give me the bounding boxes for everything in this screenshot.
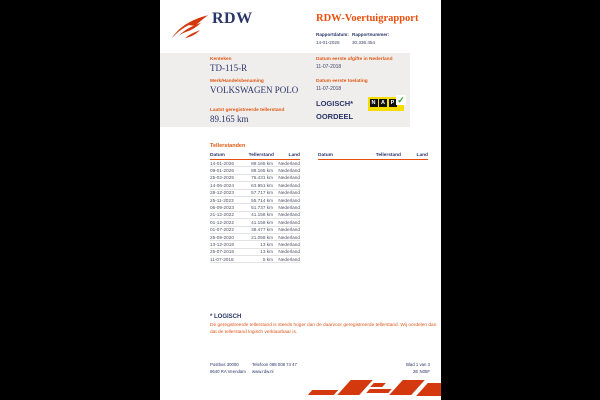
cell-tellerstand: 89.165 km (251, 168, 273, 174)
laatste-tellerstand-value: 89.165 km (210, 114, 249, 124)
table-row (210, 175, 300, 182)
table-row (210, 204, 300, 211)
nap-logo-icon (368, 97, 404, 111)
oordeel-line2: OORDEEL (316, 112, 354, 121)
laatste-tellerstand-label: Laatst geregistreerde tellerstand (210, 108, 285, 113)
cell-land: Nederland (278, 197, 300, 203)
cell-tellerstand: 57.717 km (251, 190, 273, 196)
col-header-datum: Datum (210, 153, 225, 158)
eerste-toelating-value: 11-07-2018 (316, 86, 342, 92)
report-number-label: Rapportnummer: (352, 32, 390, 37)
footer-phone: Telefoon 088 008 74 47 (252, 362, 297, 367)
footer-page-indicator: Blad 1 van 3 (406, 362, 430, 367)
cell-datum: 09-01-2026 (210, 168, 234, 174)
eerste-afgifte-value: 11-07-2018 (316, 64, 342, 70)
col-header-land: Land (288, 153, 300, 158)
cell-datum: 28-12-2023 (210, 190, 234, 196)
table-row (210, 182, 300, 189)
footer-stripes-graphic-icon (310, 376, 441, 400)
col-header-land: Land (416, 153, 428, 158)
cell-land: Nederland (278, 205, 300, 211)
cell-tellerstand: 13 km (260, 241, 273, 247)
cell-tellerstand: 5 km (262, 256, 273, 262)
cell-datum: 25-11-2023 (210, 197, 234, 203)
cell-land: Nederland (278, 227, 300, 233)
cell-land: Nederland (278, 168, 300, 174)
cell-tellerstand: 13 km (260, 249, 273, 255)
brand-wordmark: RDW (212, 10, 253, 27)
cell-tellerstand: 21.059 km (251, 234, 273, 240)
report-date (316, 32, 349, 45)
table-row (210, 167, 300, 174)
eerste-toelating-label: Datum eerste toelating (316, 79, 368, 84)
cell-tellerstand: 76.431 km (251, 175, 273, 181)
nap-checkmark-icon: ✓ (397, 95, 405, 105)
table-row (210, 190, 300, 197)
cell-land: Nederland (278, 249, 300, 255)
report-number-value: 30.336.454 (352, 39, 375, 45)
nap-letter-a: A (379, 99, 387, 107)
cell-land: Nederland (278, 219, 300, 225)
kenteken-value: TD-115-R (210, 63, 248, 73)
cell-tellerstand: 38.477 km (251, 227, 273, 233)
cell-land: Nederland (278, 256, 300, 262)
cell-datum: 25-02-2025 (210, 175, 234, 181)
page-title: RDW-Voertuigrapport (316, 13, 419, 24)
table-row (210, 241, 300, 248)
cell-datum: 06-09-2023 (210, 205, 234, 211)
table-row (210, 197, 300, 204)
cell-land: Nederland (278, 182, 300, 188)
table-row (210, 234, 300, 241)
footer-paging (406, 361, 430, 375)
cell-datum: 11-07-2018 (210, 256, 234, 262)
table-row (210, 256, 300, 263)
report-page (160, 0, 441, 400)
merk-label: Merk/Handelsbenaming (210, 79, 264, 84)
cell-tellerstand: 63.951 km (251, 182, 273, 188)
tellerstanden-title: Tellerstanden (210, 143, 246, 149)
tellerstanden-rows (210, 160, 300, 263)
cell-datum: 01-12-2022 (210, 219, 234, 225)
table-row (210, 160, 300, 167)
footer-address-line1: Postbus 30000 (210, 362, 239, 367)
cell-datum: 13-12-2018 (210, 241, 234, 247)
col-header-tellerstand: Tellerstand (375, 153, 401, 158)
footnote-title: * LOGISCH (210, 314, 242, 320)
col-header-tellerstand: Tellerstand (248, 153, 274, 158)
cell-land: Nederland (278, 212, 300, 218)
col-header-datum: Datum (318, 153, 333, 158)
report-date-value: 14-01-2026 (316, 39, 340, 45)
footer-address (210, 361, 246, 375)
cell-tellerstand: 51.737 km (251, 205, 273, 211)
cell-tellerstand: 89.165 km (251, 160, 273, 166)
cell-land: Nederland (278, 234, 300, 240)
cell-land: Nederland (278, 190, 300, 196)
rdw-eagle-logo-icon (170, 12, 210, 42)
footer-address-line2: 9640 RA Veendam (210, 369, 246, 374)
table-header-row (318, 152, 428, 160)
footer-contact (252, 361, 297, 375)
nap-letter-p: P (389, 99, 397, 107)
cell-tellerstand: 41.158 km (251, 212, 273, 218)
oordeel-line1: LOGISCH* (316, 99, 354, 108)
cell-land: Nederland (278, 175, 300, 181)
table-row (210, 219, 300, 226)
kenteken-label: Kenteken (210, 57, 232, 62)
tellerstanden-table-right (318, 152, 428, 160)
cell-tellerstand: 55.714 km (251, 197, 273, 203)
report-date-label: Rapportdatum: (316, 32, 349, 37)
eerste-afgifte-label: Datum eerste afgifte in Nederland (316, 57, 393, 62)
footnote-line1: De geregistreerde tellerstand is steeds hoger dan de daarvoor geregistreerde tellerstand. Wij oordelen dan (210, 323, 437, 328)
footnote-line2: dat de tellerstand logisch verklaarbaar is. (210, 330, 298, 335)
cell-datum: 25-07-2018 (210, 249, 234, 255)
cell-datum: 25-09-2020 (210, 234, 234, 240)
cell-land: Nederland (278, 160, 300, 166)
nap-letter-n: N (370, 99, 378, 107)
cell-datum: 14-01-2026 (210, 160, 234, 166)
cell-land: Nederland (278, 241, 300, 247)
table-header-row (210, 152, 300, 160)
table-row (210, 249, 300, 256)
table-row (210, 212, 300, 219)
report-number (352, 32, 389, 45)
cell-datum: 14-06-2024 (210, 182, 234, 188)
footer-doc-code: 2E N05F (413, 369, 430, 374)
table-row (210, 227, 300, 234)
tellerstanden-table-left (210, 152, 300, 263)
footer-website: www.rdw.nl (252, 369, 274, 374)
cell-tellerstand: 41.158 km (251, 219, 273, 225)
merk-value: VOLKSWAGEN POLO (210, 85, 299, 95)
cell-datum: 01-07-2022 (210, 227, 234, 233)
cell-datum: 21-12-2022 (210, 212, 234, 218)
